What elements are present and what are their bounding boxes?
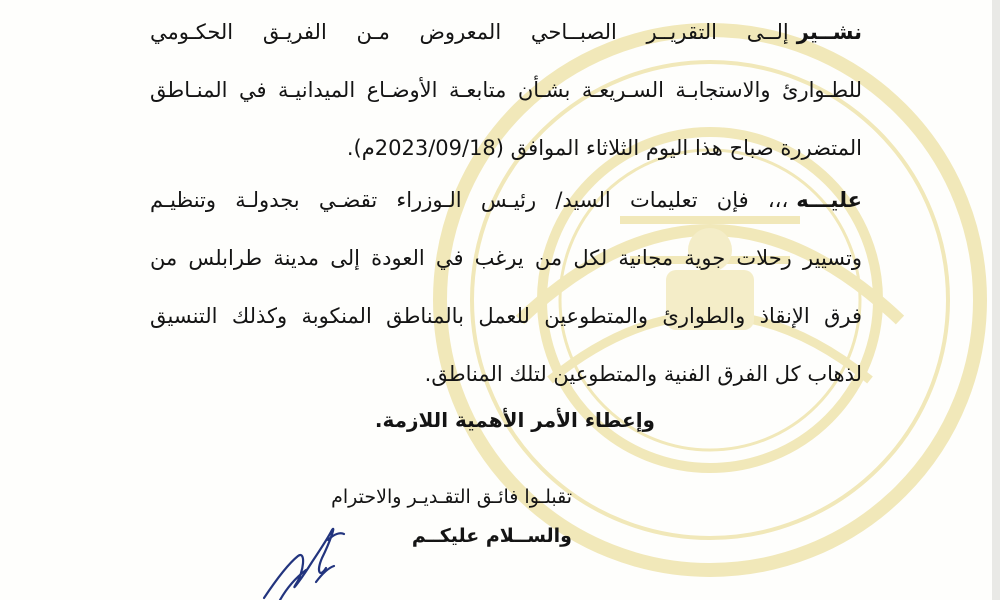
paragraph-directive: [150, 182, 862, 414]
paragraph2-line2: وتسيير رحلات جوية مجانية لكل من يرغب في العودة إلى مدينة طرابلس من: [150, 246, 862, 270]
paragraph1-lead-word: نشــير: [796, 20, 862, 44]
signature-icon: [258, 520, 358, 600]
closing-salutation: والســلام عليكــم: [411, 525, 572, 547]
paragraph1-line2: للطـوارئ والاستجابـة السـريعـة بشـأن متابعـة الأوضـاع الميدانيـة في المنـاطق: [150, 78, 862, 102]
paragraph2-line3: فرق الإنقاذ والطوارئ والمتطوعين للعمل بالمناطق المنكوبة وكذلك التنسيق: [150, 304, 862, 328]
paragraph1-line3: المتضررة صباح هذا اليوم الثلاثاء الموافق (2023/09/18م).: [346, 136, 862, 160]
closing-regards: تقبلـوا فائـق التقـديـر والاحترام: [331, 486, 572, 508]
scan-edge-strip: [992, 0, 1000, 600]
paragraph2-line1-text: ،،، فإن تعليمات السيد/ رئيـس الـوزراء تقضـي بجدولـة وتنظيـم: [150, 188, 789, 212]
paragraph1-line1: [150, 14, 862, 72]
paragraph1-line1-text: إلــى التقريــر الصبــاحي المعروض مـن الفريـق الحكـومي: [150, 20, 789, 44]
paragraph2-lead-word: عليـــه: [796, 188, 862, 212]
paragraph2-line1: [150, 182, 862, 240]
emphasis-line: وإعطاء الأمر الأهمية اللازمة.: [374, 408, 655, 432]
paragraph-notification: [150, 14, 862, 188]
paragraph2-line4: لذهاب كل الفرق الفنية والمتطوعين لتلك المناطق.: [424, 362, 862, 386]
